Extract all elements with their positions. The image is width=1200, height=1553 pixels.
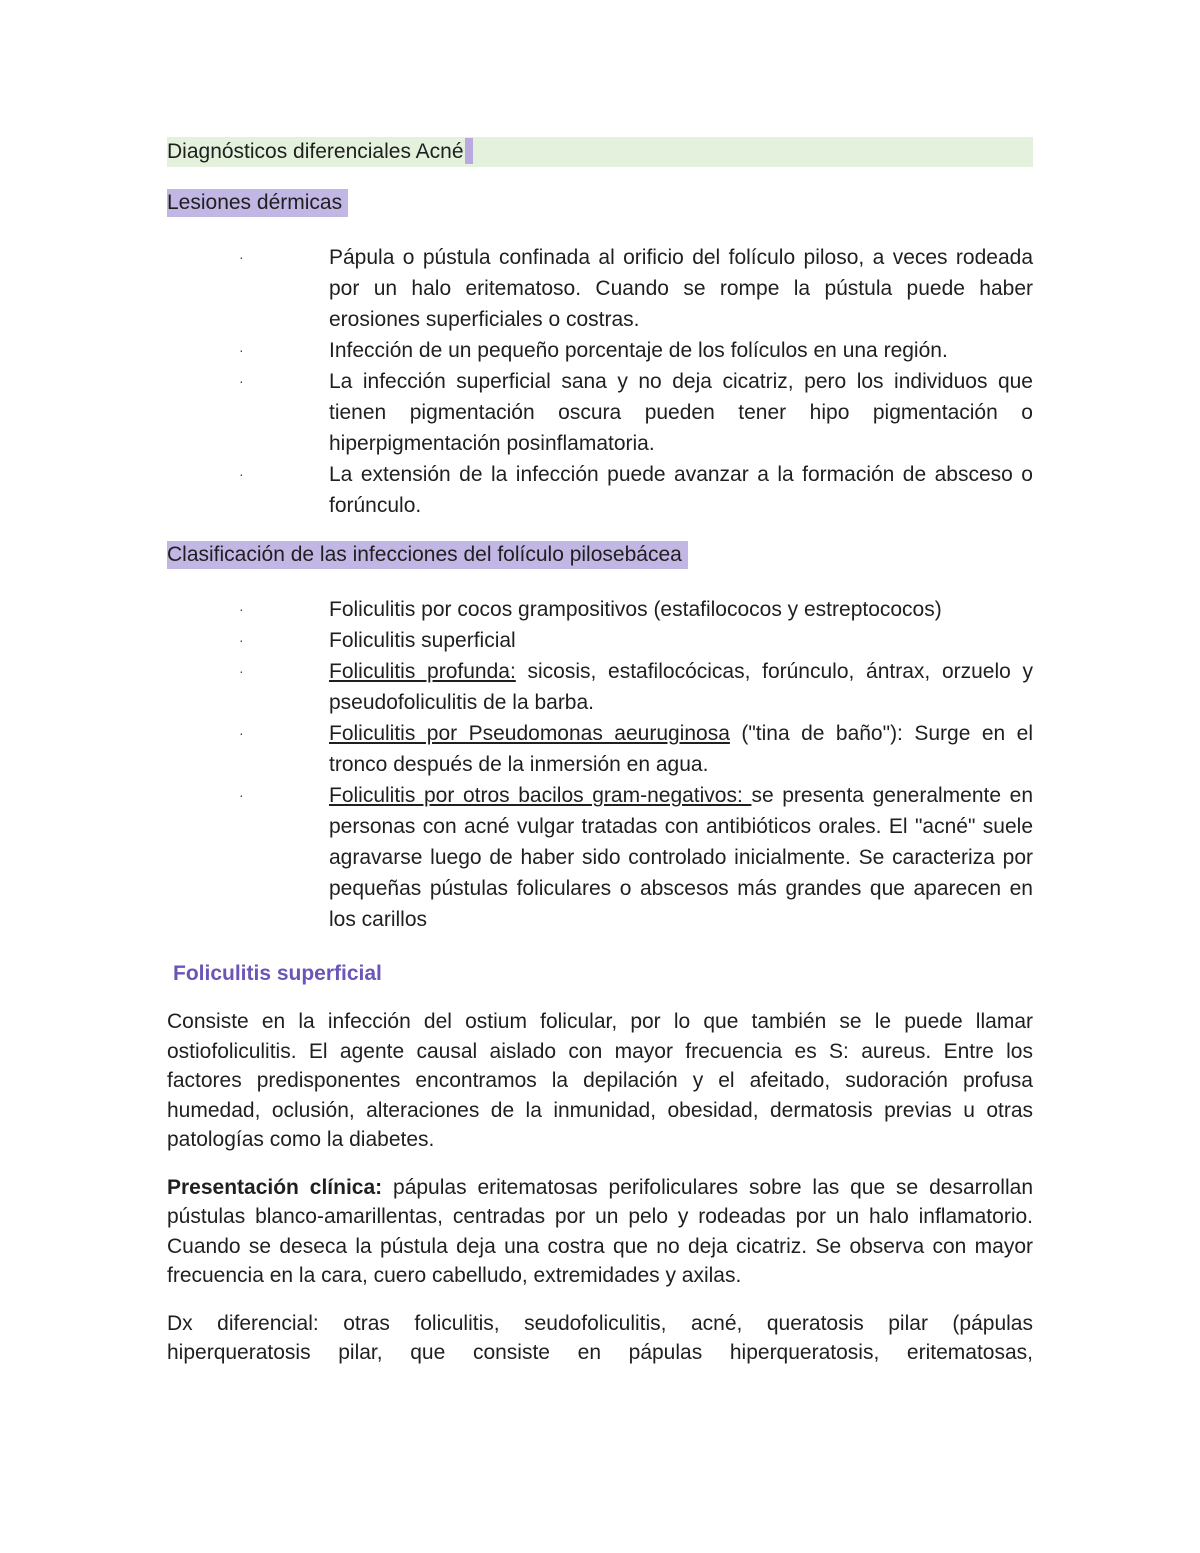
presentation-text: pápulas eritematosas perifoliculares sobre las que se desarrollan pústulas blanco-amarillentas, centradas por un pelo y rodeadas por un halo inflamatorio. Cuando se deseca la pústula deja una costra que no deja cicatriz. Se observa con mayor frecuencia en la cara, cuero cabelludo, extremidades y axilas. — [167, 1175, 1033, 1287]
bullet-dot-icon: · — [239, 342, 244, 358]
bullet-dot-icon: · — [239, 601, 244, 617]
list-item-text: Foliculitis por cocos grampositivos (estafilococos y estreptococos) — [329, 598, 942, 621]
bullet-dot-icon: · — [239, 725, 244, 741]
document-page — [167, 137, 1033, 1368]
document-title-bar — [167, 137, 1033, 167]
list-item-text: sicosis, estafilocócicas, forúnculo, ántrax, orzuelo y pseudofoliculitis de la barba. — [329, 660, 1034, 714]
list-item-text: se presenta generalmente en personas con acné vulgar tratadas con antibióticos orales. El "acné" suele agravarse luego de haber sido controlado inicialmente. Se caracteriza por pequeñas pústulas foliculares o abscesos más grandes que aparecen en los carillos — [329, 784, 1034, 931]
paragraph-definicion: Consiste en la infección del ostium folicular, por lo que también se le puede llamar ostiofoliculitis. El agente causal aislado con mayor frecuencia es S: aureus. Entre los factores predisponentes encontramos la depilación y el afeitado, sudoración profusa humedad, oclusión, alteraciones de la inmunidad, obesidad, dermatosis previas u otras patologías como la diabetes. — [167, 1010, 1033, 1151]
list-item-lead: Foliculitis profunda: — [329, 660, 516, 683]
paragraph-dx-diferencial: Dx diferencial: otras foliculitis, seudofoliculitis, acné, queratosis pilar (pápulas hiperqueratosis pilar, que consiste en pápulas hiperqueratosis, eritematosas, — [167, 1311, 1033, 1364]
paragraph-presentacion-clinica — [167, 1173, 1033, 1291]
list-item — [167, 594, 1033, 625]
section-heading-clasificacion: Clasificación de las infecciones del folículo pilosebácea — [167, 541, 688, 569]
clasificacion-list — [167, 594, 1033, 935]
list-item-text: La infección superficial sana y no deja cicatriz, pero los individuos que tienen pigmentación oscura pueden tener hipo pigmentación o hiperpigmentación posinflamatoria. — [329, 370, 1033, 455]
bullet-dot-icon: · — [239, 663, 244, 679]
list-item-text: Infección de un pequeño porcentaje de los folículos en una región. — [329, 339, 948, 362]
list-item — [167, 366, 1033, 459]
list-item — [167, 625, 1033, 656]
list-item — [167, 459, 1033, 521]
document-title: Diagnósticos diferenciales Acné — [167, 140, 473, 163]
list-item-text: La extensión de la infección puede avanzar a la formación de absceso o forúnculo. — [329, 463, 1033, 517]
section-heading-foliculitis-superficial: Foliculitis superficial — [173, 962, 382, 985]
list-item — [167, 780, 1033, 935]
bullet-dot-icon: · — [239, 787, 244, 803]
list-item-text: Foliculitis superficial — [329, 629, 516, 652]
lesiones-list — [167, 242, 1033, 521]
section-heading-lesiones: Lesiones dérmicas — [167, 189, 348, 217]
list-item — [167, 242, 1033, 335]
presentation-label: Presentación clínica: — [167, 1175, 383, 1199]
list-item-text: Pápula o pústula confinada al orificio del folículo piloso, a veces rodeada por un halo eritematoso. Cuando se rompe la pústula puede haber erosiones superficiales o costras. — [329, 246, 1033, 331]
bullet-dot-icon: · — [239, 373, 244, 389]
bullet-dot-icon: · — [239, 249, 244, 265]
list-item — [167, 335, 1033, 366]
list-item-lead: Foliculitis por Pseudomonas aeuruginosa — [329, 722, 730, 745]
list-item — [167, 718, 1033, 780]
list-item-lead: Foliculitis por otros bacilos gram-negativos: — [329, 784, 752, 807]
bullet-dot-icon: · — [239, 466, 244, 482]
bullet-dot-icon: · — [239, 632, 244, 648]
list-item-text: ("tina de baño"): Surge en el tronco después de la inmersión en agua. — [329, 722, 1033, 776]
list-item — [167, 656, 1033, 718]
